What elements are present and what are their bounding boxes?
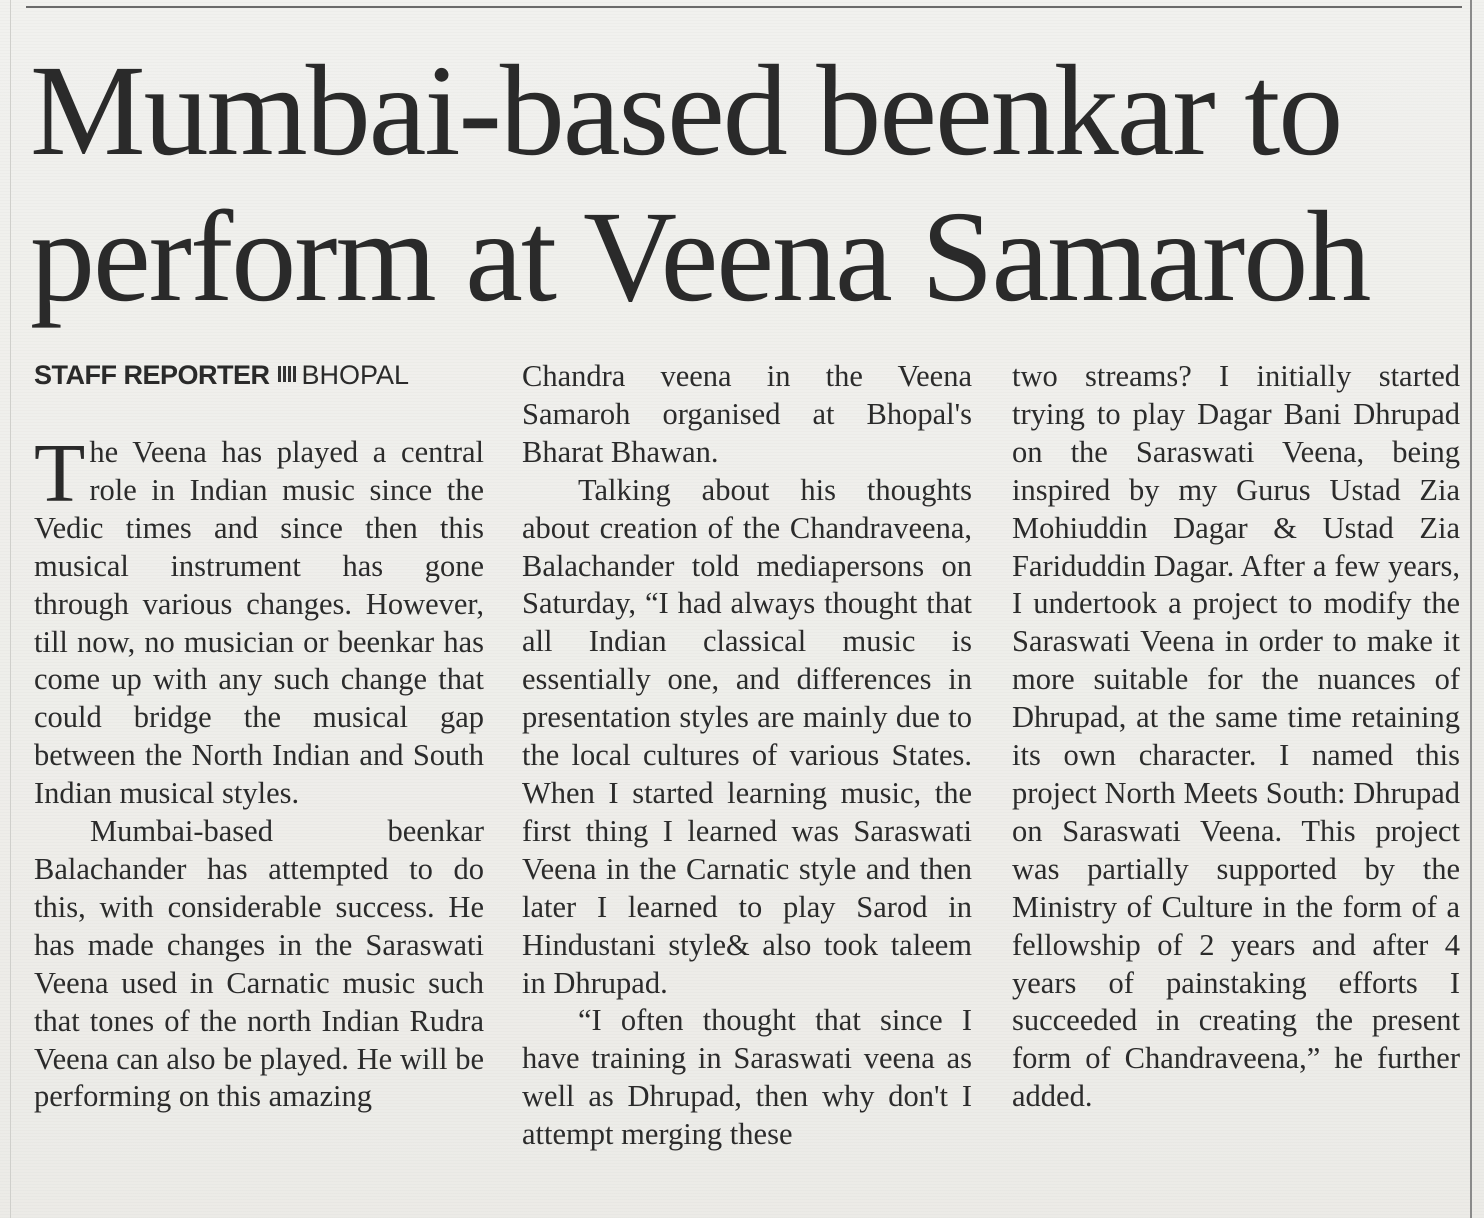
right-border-rule — [1470, 0, 1472, 1218]
paragraph — [34, 427, 484, 813]
paragraph: “I often thought that since I have training in Saraswati veena as well as Dhrupad, then why don't I attempt merging these — [522, 1003, 972, 1152]
article-column-3 — [1012, 358, 1460, 1116]
paragraph: two streams? I initially started trying to play Dagar Bani Dhrupad on the Saraswati Veena, being inspired by my Gurus Ustad Zia Mohiuddin Dagar & Ustad Zia Fariduddin Dagar. After a few years, I undertook a project to modify the Saraswati Veena in order to make it more suitable for the nuances of Dhrupad, at the same time retaining its own character. I named this project North Meets South: Dhrupad on Saraswati Veena. This project was partially supported by the Ministry of Culture in the form of a fellowship of 2 years and after 4 years of painstaking efforts I succeeded in creating the present form of Chandraveena,” he further added. — [1012, 359, 1460, 1114]
top-border-rule — [26, 6, 1462, 8]
byline-separator-icon — [278, 366, 296, 382]
byline — [34, 358, 409, 392]
left-border-rule — [10, 0, 11, 1218]
article-column-2 — [522, 358, 972, 1154]
byline-location: BHOPAL — [301, 360, 410, 390]
headline-line-2: perform at Veena Samaroh — [30, 185, 1370, 329]
article-column-1 — [34, 427, 484, 1116]
headline — [30, 38, 1460, 330]
paragraph-text: he Veena has played a central role in Indian music since the Vedic times and since then this musical instrument has gone through various changes. However, till now, no musician or beenkar has come up with any such change that could bridge the musical gap between the North Indian and South Indian musical styles. — [34, 435, 484, 811]
headline-line-1: Mumbai-based beenkar to — [30, 39, 1342, 183]
paragraph: Chandra veena in the Veena Samaroh organised at Bhopal's Bharat Bhawan. — [522, 359, 972, 469]
paragraph: Talking about his thoughts about creation of the Chandraveena, Balachander told mediapersons on Saturday, “I had always thought that all Indian classical music is essentially one, and differences in presentation styles are mainly due to the local cultures of various States. When I started learning music, the first thing I learned was Saraswati Veena in the Carnatic style and then later I learned to play Sarod in Hindustani style& also took taleem in Dhrupad. — [522, 472, 972, 1000]
paragraph: Mumbai-based beenkar Balachander has attempted to do this, with considerable success. He has made changes in the Saraswati Veena used in Carnatic music such that tones of the north Indian Rudra Veena can also be played. He will be performing on this amazing — [34, 814, 484, 1114]
drop-cap: T — [34, 427, 86, 520]
byline-reporter: STAFF REPORTER — [34, 360, 270, 390]
